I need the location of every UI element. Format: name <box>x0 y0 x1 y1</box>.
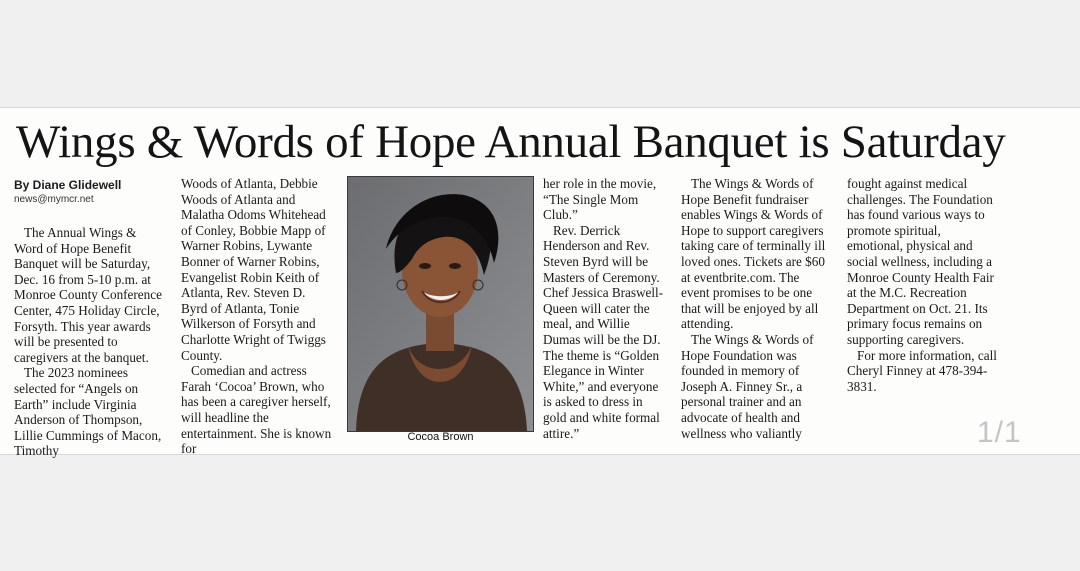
photo-caption: Cocoa Brown <box>407 431 474 443</box>
paragraph: Rev. Derrick Henderson and Rev. Steven Byrd will be Masters of Ceremony. Chef Jessica Braswell-Queen will cater the meal, and Willie Dumas will be the DJ. The theme is “Golden Elegance in Winter White,” and everyone is asked to dress in gold and white formal attire.” <box>543 222 664 441</box>
paragraph: The Annual Wings & Word of Hope Benefit Banquet will be Saturday, Dec. 16 from 5-10 p.m. at Monroe County Conference Center, 475 Holiday Circle, Forsyth. This year awards will be presented to caregivers at the banquet. <box>14 225 162 365</box>
portrait-photo <box>347 176 534 432</box>
byline: By Diane Glidewell <box>14 178 122 192</box>
paragraph: Woods of Atlanta, Debbie Woods of Atlanta and Malatha Odoms Whitehead of Conley, Bobbie Mapp of Warner Robins, Lywante Bonner of Warner Robins, Evangelist Robin Keith of Atlanta, Rev. Steven D. Byrd of Atlanta, Tonie Wilkerson of Forsyth and Charlotte Wright of Twiggs County. <box>181 176 326 363</box>
page-indicator: 1/1 <box>977 416 1022 449</box>
article-column-6 <box>847 176 999 394</box>
article-column-2 <box>181 176 334 457</box>
article-headline: Wings & Words of Hope Annual Banquet is Saturday <box>16 116 1006 168</box>
article-column-5 <box>681 176 831 441</box>
paragraph: her role in the movie, “The Single Mom Club.” <box>543 176 657 223</box>
paragraph: The Wings & Words of Hope Foundation was founded in memory of Joseph A. Finney Sr., a personal trainer and an advocate of health and wellness who valiantly <box>681 331 814 441</box>
article-column-4 <box>543 176 668 441</box>
byline-email: news@mymcr.net <box>14 194 94 205</box>
paragraph: The 2023 nominees selected for “Angels on Earth” include Virginia Anderson of Thompson, Lillie Cummings of Macon, Timothy <box>14 365 162 459</box>
paragraph: Comedian and actress Farah ‘Cocoa’ Brown, who has been a caregiver herself, will headline the entertainment. She is known for <box>181 363 332 457</box>
portrait-illustration <box>348 177 533 431</box>
article-column-1 <box>14 225 164 459</box>
paragraph: For more information, call Cheryl Finney at 478-394-3831. <box>847 347 997 394</box>
paragraph: The Wings & Words of Hope Benefit fundraiser enables Wings & Words of Hope to support caregivers taking care of terminally ill loved ones. Tickets are $60 at eventbrite.com. The event promises to be one that will be enjoyed by all attending. <box>681 176 826 332</box>
newspaper-clipping <box>0 107 1080 459</box>
paragraph: fought against medical challenges. The Foundation has found various ways to promote spiritual, emotional, physical and social wellness, including a Monroe County Health Fair at the M.C. Recreation Department on Oct. 21. Its primary focus remains on supporting caregivers. <box>847 176 994 347</box>
